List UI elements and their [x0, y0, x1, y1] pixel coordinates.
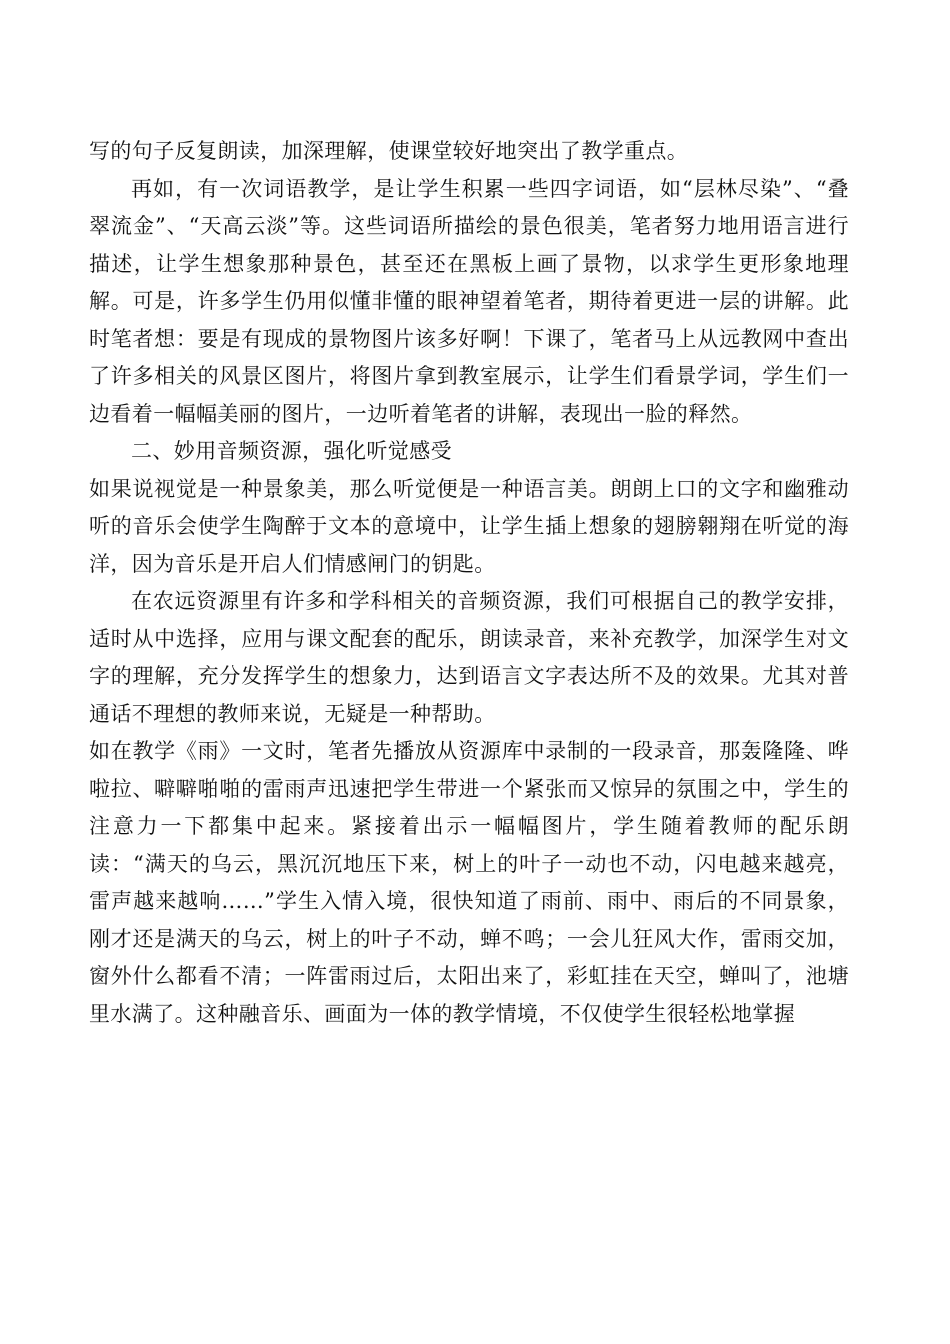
paragraph-2: 再如，有一次词语教学，是让学生积累一些四字词语，如“层林尽染”、“叠翠流金”、“天高云淡”等。这些词语所描绘的景色很美，笔者努力地用语言进行描述，让学生想象那种景色，甚至还在黑板上画了景物，以求学生更形象地理解。可是，许多学生仍用似懂非懂的眼神望着笔者，期待着更进一层的讲解。此时笔者想：要是有现成的景物图片该多好啊！下课了，笔者马上从远教网中查出了许多相关的风景区图片，将图片拿到教室展示，让学生们看景学词，学生们一边看着一幅幅美丽的图片，一边听着笔者的讲解，表现出一脸的释然。 — [89, 176, 849, 426]
section-heading: 二、妙用音频资源，强化听觉感受 — [131, 439, 452, 463]
paragraph-3: 如果说视觉是一种景象美，那么听觉便是一种语言美。朗朗上口的文字和幽雅动听的音乐会使学生陶醉于文本的意境中，让学生插上想象的翅膀翱翔在听觉的海洋，因为音乐是开启人们情感闸门的钥匙。 — [89, 476, 849, 576]
paragraph-4: 在农远资源里有许多和学科相关的音频资源，我们可根据自己的教学安排，适时从中选择，应用与课文配套的配乐，朗读录音，来补充教学，加深学生对文字的理解，充分发挥学生的想象力，达到语言文字表达所不及的效果。尤其对普通话不理想的教师来说，无疑是一种帮助。 — [89, 589, 849, 726]
paragraph-5: 如在教学《雨》一文时，笔者先播放从资源库中录制的一段录音，那轰隆隆、哗啦拉、噼噼啪啪的雷雨声迅速把学生带进一个紧张而又惊异的氛围之中，学生的注意力一下都集中起来。紧接着出示一幅幅图片，学生随着教师的配乐朗读：“满天的乌云，黑沉沉地压下来，树上的叶子一动也不动，闪电越来越亮，雷声越来越响……”学生入情入境，很快知道了雨前、雨中、雨后的不同景象，刚才还是满天的乌云，树上的叶子不动，蝉不鸣；一会儿狂风大作，雷雨交加，窗外什么都看不清；一阵雷雨过后，太阳出来了，彩虹挂在天空，蝉叫了，池塘里水满了。这种融音乐、画面为一体的教学情境，不仅使学生很轻松地掌握 — [89, 739, 849, 1026]
paragraph-1: 写的句子反复朗读，加深理解，使课堂较好地突出了教学重点。 — [89, 139, 689, 163]
document-body — [89, 133, 849, 1033]
